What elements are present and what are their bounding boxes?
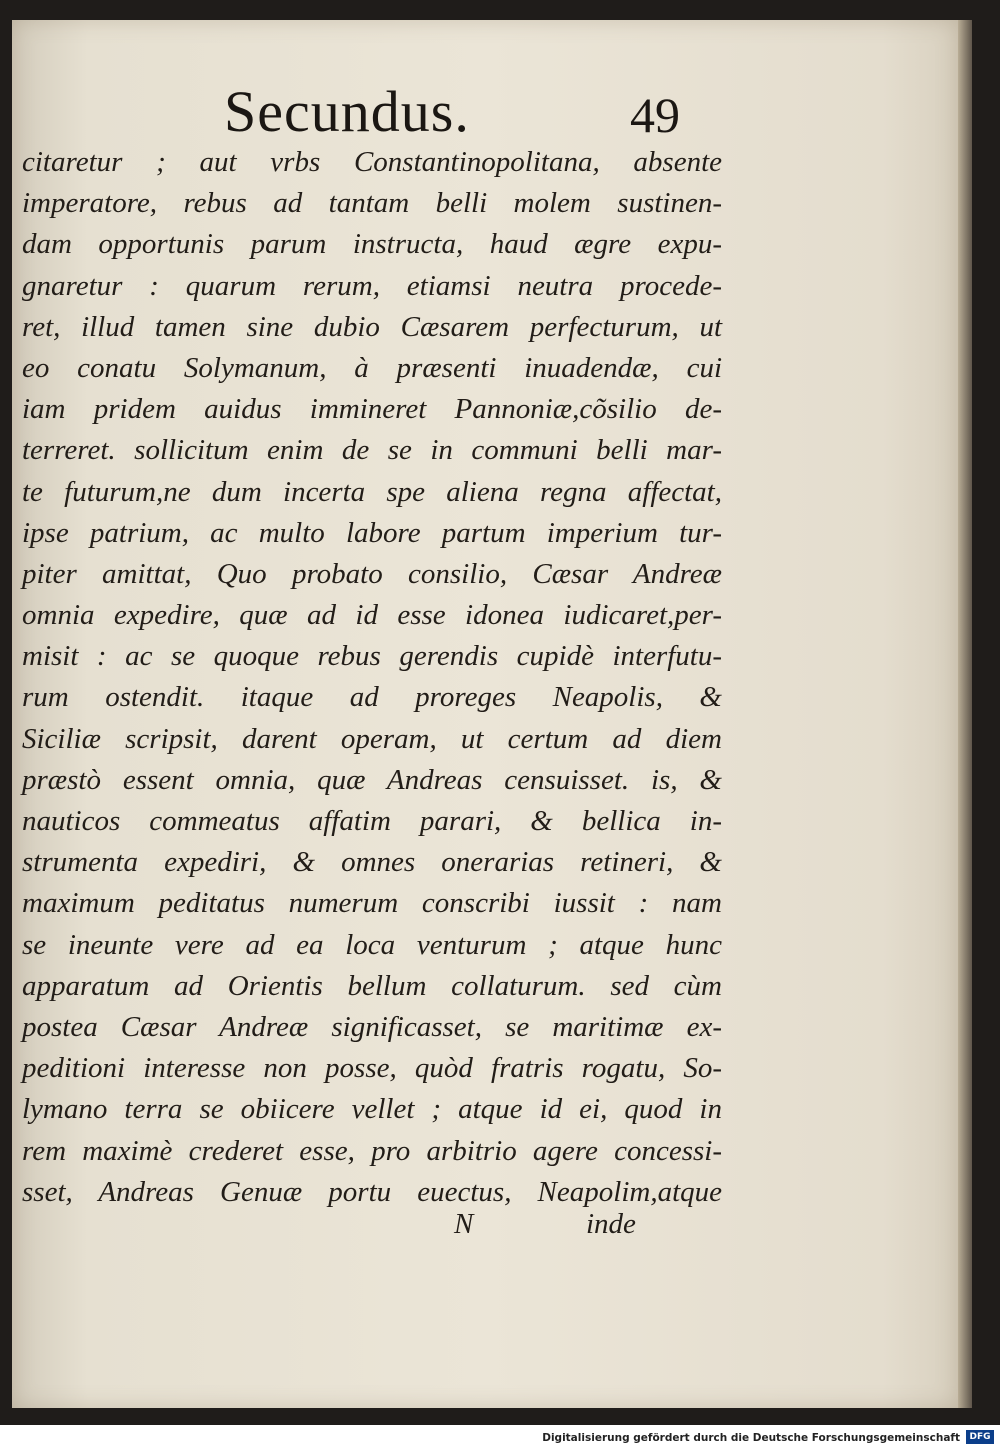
text-line: nauticos commeatus affatim parari, & bellica in- bbox=[22, 805, 722, 837]
text-line: peditioni interesse non posse, quòd fratris rogatu, So- bbox=[22, 1052, 722, 1085]
dfg-logo: DFG bbox=[966, 1430, 994, 1444]
text-line: ipse patrium, ac multo labore partum imperium tur- bbox=[22, 516, 722, 549]
text-line: rum ostendit. itaque ad proreges Neapolis, & bbox=[22, 681, 722, 714]
text-line: te futurum,ne dum incerta spe aliena regna affectat, bbox=[22, 475, 722, 508]
funding-credit: Digitalisierung gefördert durch die Deutsche Forschungsgemeinschaft bbox=[542, 1432, 960, 1444]
text-line: citaretur ; aut vrbs Constantinopolitana, absente bbox=[22, 146, 722, 178]
catchline bbox=[12, 1208, 958, 1248]
text-line: terreret. sollicitum enim de se in communi belli mar- bbox=[22, 434, 722, 467]
text-line: se ineunte vere ad ea loca venturum ; atque hunc bbox=[22, 928, 722, 961]
text-line: imperatore, rebus ad tantam belli molem sustinen- bbox=[22, 187, 722, 220]
text-line: apparatum ad Orientis bellum collaturum. sed cùm bbox=[22, 969, 722, 1002]
text-line: sset, Andreas Genuæ portu euectus, Neapolim,atque bbox=[22, 1175, 722, 1208]
signature-mark: N bbox=[454, 1208, 474, 1240]
text-line: maximum peditatus numerum conscribi iussit : nam bbox=[22, 887, 722, 920]
text-line: misit : ac se quoque rebus gerendis cupidè interfutu- bbox=[22, 640, 722, 673]
text-line: gnaretur : quarum rerum, etiamsi neutra procede- bbox=[22, 269, 722, 302]
text-line: iam pridem auidus immineret Pannoniæ,cõsilio de- bbox=[22, 393, 722, 426]
text-line: ret, illud tamen sine dubio Cæsarem perfecturum, ut bbox=[22, 310, 722, 343]
text-line: rem maximè crederet esse, pro arbitrio agere concessi- bbox=[22, 1134, 722, 1167]
catchword: inde bbox=[586, 1208, 636, 1240]
book-page bbox=[12, 20, 958, 1408]
text-line: postea Cæsar Andreæ significasset, se maritimæ ex- bbox=[22, 1010, 722, 1043]
text-line: omnia expedire, quæ ad id esse idonea iudicaret,per- bbox=[22, 599, 722, 632]
text-line: Siciliæ scripsit, darent operam, ut certum ad diem bbox=[22, 722, 722, 755]
footer-bar bbox=[0, 1425, 1000, 1450]
text-line: strumenta expediri, & omnes onerarias retineri, & bbox=[22, 846, 722, 879]
body-text bbox=[22, 142, 722, 1213]
text-line: piter amittat, Quo probato consilio, Cæsar Andreæ bbox=[22, 557, 722, 590]
page-edge bbox=[958, 20, 972, 1408]
running-title: Secundus. bbox=[224, 79, 470, 144]
page-number: 49 bbox=[630, 87, 680, 143]
text-line: lymano terra se obiicere vellet ; atque id ei, quod in bbox=[22, 1093, 722, 1126]
text-line: dam opportunis parum instructa, haud ægre expu- bbox=[22, 228, 722, 261]
text-line: præstò essent omnia, quæ Andreas censuisset. is, & bbox=[22, 763, 722, 796]
text-line: eo conatu Solymanum, à præsenti inuadendæ, cui bbox=[22, 351, 722, 384]
